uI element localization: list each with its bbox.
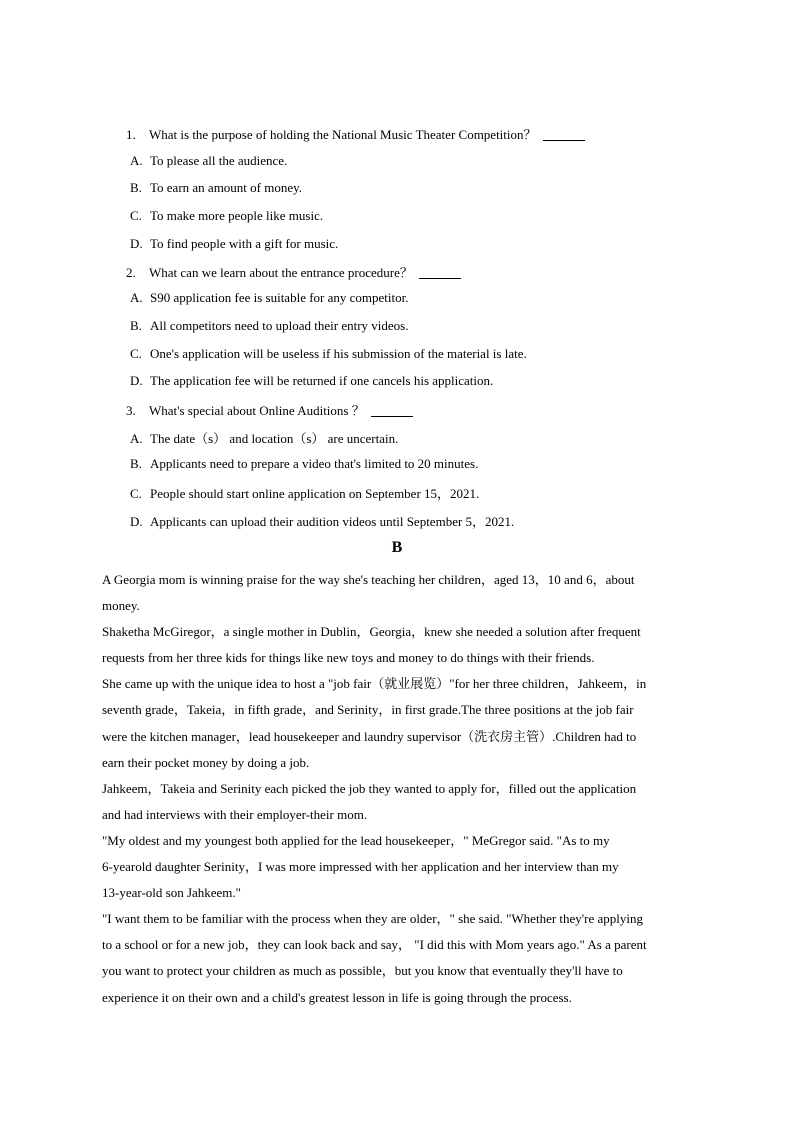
option-text: The date（s） and location（s） are uncertain. — [150, 431, 399, 446]
passage-line: experience it on their own and a child's greatest lesson in life is going through the process. — [102, 989, 572, 1005]
passage — [102, 570, 702, 1014]
question-3 — [126, 400, 413, 419]
question-number: 1. — [126, 127, 136, 142]
option-letter: D. — [130, 514, 143, 529]
passage-line: "My oldest and my youngest both applied for the lead housekeeper，" MeGregor said. "As to my — [102, 832, 610, 848]
option-3b — [130, 456, 478, 472]
option-1b — [130, 180, 302, 196]
passage-line: A Georgia mom is winning praise for the way she's teaching her children，aged 13，10 and 6，about — [102, 572, 635, 587]
passage-line: earn their pocket money by doing a job. — [102, 754, 310, 770]
question-text: What can we learn about the entrance procedure？ — [149, 265, 413, 280]
answer-blank — [543, 128, 585, 141]
option-2d — [130, 373, 493, 389]
option-2c — [130, 346, 527, 362]
option-letter: C. — [130, 346, 142, 361]
option-letter: D. — [130, 373, 143, 388]
passage-line: requests from her three kids for things like new toys and money to do things with their friends. — [102, 650, 595, 666]
option-text: One's application will be useless if his submission of the material is late. — [150, 346, 527, 361]
option-3a — [130, 428, 398, 447]
option-3c — [130, 483, 479, 502]
passage-line: "I want them to be familiar with the process when they are older，" she said. "Whether they're applying — [102, 911, 643, 927]
question-2 — [126, 262, 461, 281]
passage-line: you want to protect your children as much as possible，but you know that eventually they'll have to — [102, 963, 623, 979]
question-text: What's special about Online Auditions ？ — [149, 403, 365, 418]
option-1d — [130, 236, 338, 252]
option-text: To please all the audience. — [150, 153, 288, 168]
option-letter: B. — [130, 456, 142, 471]
option-text: Applicants can upload their audition videos until September 5，2021. — [150, 514, 515, 529]
passage-line: Shaketha McGiregor，a single mother in Dublin，Georgia，knew she needed a solution after frequent — [102, 624, 641, 640]
section-title: B — [391, 539, 403, 556]
option-letter: A. — [130, 153, 143, 168]
question-1 — [126, 124, 585, 143]
question-number: 3. — [126, 403, 136, 418]
option-letter: B. — [130, 318, 142, 333]
option-text: S90 application fee is suitable for any competitor. — [150, 290, 409, 305]
passage-line: money. — [102, 598, 140, 614]
question-number: 2. — [126, 265, 136, 280]
passage-line: seventh grade，Takeia，in fifth grade，and Serinity，in first grade.The three positions at the job fair — [102, 702, 634, 718]
option-1c — [130, 208, 323, 224]
option-letter: B. — [130, 180, 142, 195]
option-text: To earn an amount of money. — [150, 180, 303, 195]
option-text: The application fee will be returned if one cancels his application. — [150, 373, 494, 388]
passage-line: and had interviews with their employer-their mom. — [102, 806, 368, 822]
option-letter: D. — [130, 236, 143, 251]
option-text: All competitors need to upload their entry videos. — [150, 318, 409, 333]
option-letter: C. — [130, 486, 142, 501]
option-letter: A. — [130, 290, 143, 305]
passage-line: 6-yearold daughter Serinity，I was more impressed with her application and her interview than my — [102, 859, 619, 875]
passage-line: were the kitchen manager，lead housekeeper and laundry supervisor（洗衣房主管）.Children had to — [102, 728, 637, 744]
passage-line: She came up with the unique idea to host a "job fair（就业展览）"for her three children，Jahkeem，in — [102, 676, 647, 692]
option-1a — [130, 153, 287, 169]
option-2a — [130, 290, 409, 306]
option-text: People should start online application on September 15，2021. — [150, 486, 480, 501]
answer-blank — [371, 404, 413, 417]
question-text: What is the purpose of holding the National Music Theater Competition？ — [149, 127, 537, 142]
option-letter: A. — [130, 431, 143, 446]
option-3d — [130, 511, 514, 530]
option-text: Applicants need to prepare a video that's limited to 20 minutes. — [150, 456, 479, 471]
passage-line: 13-year-old son Jahkeem." — [102, 885, 241, 901]
passage-line: to a school or for a new job，they can look back and say， "I did this with Mom years ago." As a parent — [102, 937, 647, 953]
option-text: To make more people like music. — [150, 208, 324, 223]
option-text: To find people with a gift for music. — [150, 236, 339, 251]
option-2b — [130, 318, 409, 334]
answer-blank — [419, 266, 461, 279]
option-letter: C. — [130, 208, 142, 223]
passage-line: Jahkeem，Takeia and Serinity each picked the job they wanted to apply for，filled out the application — [102, 780, 637, 796]
